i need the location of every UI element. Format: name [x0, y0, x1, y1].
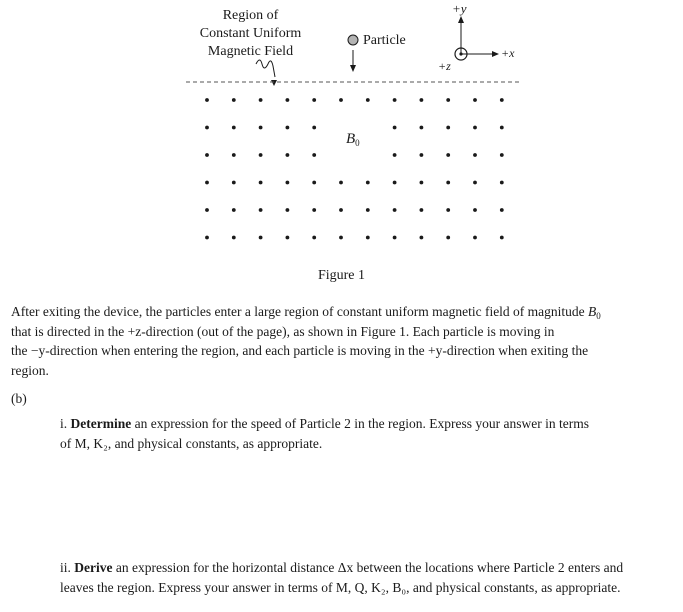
field-dot	[232, 98, 236, 102]
field-dot	[259, 98, 263, 102]
field-dot	[205, 126, 209, 130]
field-dot	[420, 153, 424, 157]
question-i	[60, 414, 680, 453]
field-dot	[446, 181, 450, 185]
field-dot	[420, 98, 424, 102]
field-dot	[420, 236, 424, 240]
field-dot	[232, 208, 236, 212]
field-label-subscript: 0	[355, 138, 360, 148]
field-dot	[259, 126, 263, 130]
field-dot-grid	[205, 98, 504, 239]
field-dot	[420, 181, 424, 185]
field-dot	[232, 126, 236, 130]
field-dot	[205, 98, 209, 102]
field-label-letter: B	[346, 131, 356, 147]
field-dot	[473, 153, 477, 157]
field-dot	[312, 208, 316, 212]
field-dot	[339, 181, 343, 185]
field-dot	[446, 153, 450, 157]
field-dot	[286, 208, 290, 212]
question-i-line-2: of M, K₂, and physical constants, as appropriate.	[60, 435, 323, 451]
field-dot	[446, 236, 450, 240]
field-dot	[500, 153, 504, 157]
intro-line-2: that is directed in the +z-direction (out of the page), as shown in Figure 1. Each particle is moving in	[11, 323, 555, 339]
field-dot	[312, 181, 316, 185]
field-dot	[473, 236, 477, 240]
field-dot	[473, 126, 477, 130]
field-dot	[420, 126, 424, 130]
field-dot	[286, 153, 290, 157]
field-dot	[205, 181, 209, 185]
field-dot	[446, 98, 450, 102]
field-dot	[232, 236, 236, 240]
intro-line-4: region.	[11, 362, 49, 378]
field-dot	[259, 208, 263, 212]
field-dot	[366, 208, 370, 212]
field-dot	[259, 153, 263, 157]
field-dot	[500, 98, 504, 102]
field-dot	[473, 208, 477, 212]
field-dot	[312, 236, 316, 240]
axis-z-label: +z	[438, 59, 451, 73]
field-dot	[366, 236, 370, 240]
intro-line-1: After exiting the device, the particles enter a large region of constant uniform magnetic field of magnitude $B_0$	[11, 304, 601, 321]
region-label-line-1: Region of	[222, 8, 279, 23]
field-dot	[393, 126, 397, 130]
particle-label: Particle	[363, 33, 406, 48]
field-dot	[205, 236, 209, 240]
field-dot	[259, 236, 263, 240]
field-dot	[446, 126, 450, 130]
field-dot	[286, 181, 290, 185]
field-dot	[420, 208, 424, 212]
field-dot	[393, 181, 397, 185]
region-label-line-3: Magnetic Field	[207, 44, 294, 59]
field-dot	[500, 208, 504, 212]
field-dot	[339, 236, 343, 240]
field-dot	[500, 126, 504, 130]
intro-paragraph	[11, 302, 681, 380]
field-dot	[259, 181, 263, 185]
field-dot	[232, 153, 236, 157]
field-dot	[312, 126, 316, 130]
field-dot	[205, 153, 209, 157]
field-dot	[312, 153, 316, 157]
particle-icon	[348, 35, 358, 45]
region-pointer-squiggle	[256, 60, 275, 77]
field-dot	[286, 98, 290, 102]
field-dot	[339, 208, 343, 212]
field-dot	[393, 208, 397, 212]
field-dot	[286, 236, 290, 240]
field-dot	[366, 181, 370, 185]
field-dot	[473, 98, 477, 102]
field-dot	[205, 208, 209, 212]
field-dot	[232, 181, 236, 185]
field-dot	[312, 98, 316, 102]
question-i-line-1: i. Determine an expression for the speed of Particle 2 in the region. Express your answer in terms	[60, 416, 589, 431]
field-dot	[500, 181, 504, 185]
figure-caption: Figure 1	[317, 268, 366, 283]
intro-line-3: the −y-direction when entering the region, and each particle is moving in the +y-direction when exiting the	[11, 343, 589, 358]
field-dot	[339, 98, 343, 102]
field-dot	[500, 236, 504, 240]
field-dot	[393, 98, 397, 102]
field-dot	[446, 208, 450, 212]
question-ii-line-1: ii. Derive an expression for the horizontal distance Δx between the locations where Particle 2 enters and	[60, 560, 624, 575]
region-pointer-arrowhead	[271, 80, 277, 86]
axis-y-label: +y	[452, 1, 467, 16]
question-ii-line-2: leaves the region. Express your answer in terms of M, Q, K₂, B₀, and physical constants, as appropriate.	[60, 579, 621, 595]
field-dot	[473, 181, 477, 185]
field-dot	[393, 236, 397, 240]
field-dot	[366, 98, 370, 102]
field-dot	[286, 126, 290, 130]
field-dot	[393, 153, 397, 157]
axis-x-label: +x	[501, 46, 515, 60]
figure-diagram	[0, 0, 683, 260]
part-b-label: (b)	[11, 391, 27, 406]
region-label-line-2: Constant Uniform	[199, 26, 302, 41]
question-ii	[60, 558, 683, 597]
